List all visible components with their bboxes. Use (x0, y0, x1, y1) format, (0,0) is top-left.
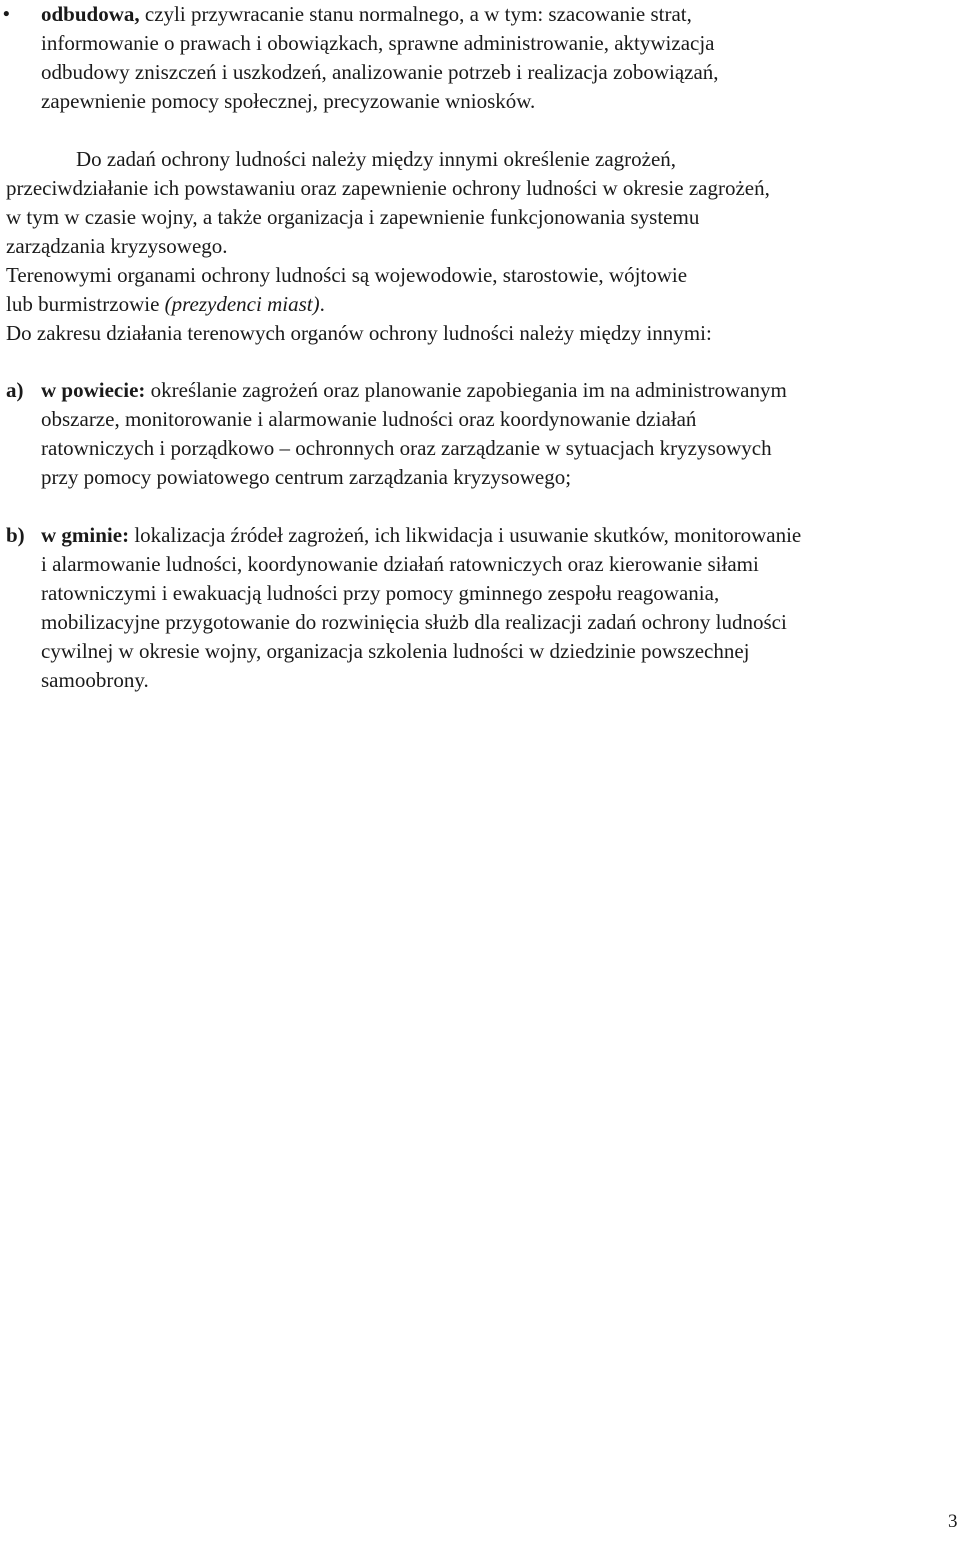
paragraph-2-line-2 (6, 290, 325, 319)
paragraph-2-italic: (prezydenci miast) (164, 292, 320, 316)
item-b-marker: b) (6, 523, 25, 547)
page-number: 3 (948, 1511, 958, 1532)
item-b-line-5: cywilnej w okresie wojny, organizacja szkolenia ludności w dziedzinie powszechnej (41, 639, 750, 663)
paragraph-2-line-1: Terenowymi organami ochrony ludności są wojewodowie, starostowie, wójtowie (6, 263, 688, 287)
paragraph-2-line-2-end: . (319, 292, 325, 316)
paragraph-3: Do zakresu działania terenowych organów ochrony ludności należy między innymi: (6, 321, 712, 345)
item-b-line-1 (6, 521, 802, 550)
item-b-text-1: lokalizacja źródeł zagrożeń, ich likwidacja i usuwanie skutków, monitorowanie (129, 523, 802, 547)
paragraph-1-line-3: w tym w czasie wojny, a także organizacja i zapewnienie funkcjonowania systemu (6, 205, 700, 229)
item-b-line-3: ratowniczymi i ewakuacją ludności przy pomocy gminnego zespołu reagowania, (41, 581, 720, 605)
paragraph-1-line-2: przeciwdziałanie ich powstawaniu oraz zapewnienie ochrony ludności w okresie zagrożeń, (6, 176, 770, 200)
bullet-line-2: informowanie o prawach i obowiązkach, sprawne administrowanie, aktywizacja (41, 31, 715, 55)
item-a-line-2: obszarze, monitorowanie i alarmowanie ludności oraz koordynowanie działań (41, 407, 697, 431)
bullet-line-3: odbudowy zniszczeń i uszkodzeń, analizowanie potrzeb i realizacja zobowiązań, (41, 60, 719, 84)
item-b-line-2: i alarmowanie ludności, koordynowanie działań ratowniczych oraz kierowanie siłami (41, 552, 759, 576)
item-a-line-4: przy pomocy powiatowego centrum zarządzania kryzysowego; (41, 465, 572, 489)
item-b-line-6: samoobrony. (41, 668, 149, 692)
item-a-term: w powiecie: (41, 378, 146, 402)
paragraph-1-line-1: Do zadań ochrony ludności należy między innymi określenie zagrożeń, (76, 147, 677, 171)
item-a-marker: a) (6, 378, 24, 402)
paragraph-2-line-2-start: lub burmistrzowie (6, 292, 165, 316)
bullet-line-4: zapewnienie pomocy społecznej, precyzowanie wniosków. (41, 89, 536, 113)
item-b-line-4: mobilizacyjne przygotowanie do rozwinięcia służb dla realizacji zadań ochrony ludności (41, 610, 787, 634)
bullet-icon: • (3, 4, 10, 25)
bullet-text-1: czyli przywracanie stanu normalnego, a w tym: szacowanie strat, (139, 2, 692, 26)
paragraph-1-line-4: zarządzania kryzysowego. (6, 234, 228, 258)
item-a-line-3: ratowniczych i porządkowo – ochronnych oraz zarządzanie w sytuacjach kryzysowych (41, 436, 772, 460)
item-a-line-1 (6, 376, 787, 405)
item-b-term: w gminie: (41, 523, 130, 547)
bullet-term: odbudowa, (41, 2, 140, 26)
item-a-text-1: określanie zagrożeń oraz planowanie zapobiegania im na administrowanym (145, 378, 787, 402)
